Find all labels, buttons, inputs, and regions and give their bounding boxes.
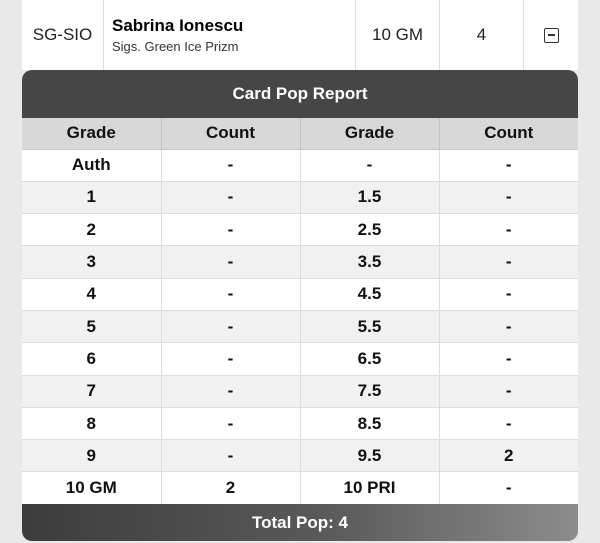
count-cell: -	[161, 246, 300, 278]
count-cell: -	[161, 278, 300, 310]
count-cell: -	[161, 310, 300, 342]
count-cell: -	[439, 407, 578, 439]
card-code-cell	[22, 0, 104, 70]
grade-cell: 6.5	[300, 343, 439, 375]
count-cell: -	[161, 343, 300, 375]
table-row	[22, 149, 578, 181]
grade-cell: 4.5	[300, 278, 439, 310]
count-cell: -	[439, 472, 578, 504]
count-cell: -	[161, 440, 300, 472]
count-cell: -	[161, 407, 300, 439]
count-cell: -	[439, 149, 578, 181]
pop-report-title: Card Pop Report	[22, 70, 578, 118]
column-header-count-2: Count	[439, 118, 578, 149]
count-cell: 2	[161, 472, 300, 504]
grade-cell: Auth	[22, 149, 161, 181]
grade-cell: 5.5	[300, 310, 439, 342]
column-header-grade-2: Grade	[300, 118, 439, 149]
count-cell: -	[161, 375, 300, 407]
card-quantity: 4	[476, 25, 487, 44]
grade-cell: 6	[22, 343, 161, 375]
grade-cell: 1.5	[300, 181, 439, 213]
column-header-grade: Grade	[22, 118, 161, 149]
table-row	[22, 407, 578, 439]
count-cell: -	[439, 343, 578, 375]
table-row	[22, 472, 578, 504]
table-header-row	[22, 118, 578, 149]
table-row	[22, 246, 578, 278]
grade-cell	[356, 0, 440, 70]
card-code: SG-SIO	[32, 25, 93, 44]
grade-cell: 1	[22, 181, 161, 213]
player-cell	[104, 0, 356, 70]
pop-report-table	[22, 118, 578, 505]
count-cell: -	[161, 181, 300, 213]
player-name: Sabrina Ionescu	[112, 16, 244, 35]
card-row	[22, 0, 578, 70]
table-row	[22, 214, 578, 246]
table-row	[22, 343, 578, 375]
count-cell: -	[439, 310, 578, 342]
collapse-cell	[524, 0, 578, 70]
grade-cell: 8	[22, 407, 161, 439]
total-pop-footer: Total Pop: 4	[22, 504, 578, 541]
quantity-cell	[440, 0, 524, 70]
grade-cell: 7.5	[300, 375, 439, 407]
card-set: Sigs. Green Ice Prizm	[112, 39, 239, 54]
grade-cell: 4	[22, 278, 161, 310]
grade-cell: 10 GM	[22, 472, 161, 504]
grade-cell: 9.5	[300, 440, 439, 472]
column-header-count: Count	[161, 118, 300, 149]
table-row	[22, 310, 578, 342]
count-cell: -	[439, 375, 578, 407]
count-cell: -	[439, 214, 578, 246]
grade-cell: 5	[22, 310, 161, 342]
grade-cell: 2.5	[300, 214, 439, 246]
grade-cell: 2	[22, 214, 161, 246]
table-row	[22, 278, 578, 310]
table-row	[22, 440, 578, 472]
grade-cell: 8.5	[300, 407, 439, 439]
pop-report-panel	[22, 70, 578, 541]
table-row	[22, 375, 578, 407]
count-cell: -	[439, 278, 578, 310]
count-cell: -	[439, 181, 578, 213]
table-row	[22, 181, 578, 213]
count-cell: -	[439, 246, 578, 278]
count-cell: -	[161, 149, 300, 181]
grade-cell: 7	[22, 375, 161, 407]
grade-cell: 3	[22, 246, 161, 278]
grade-cell: -	[300, 149, 439, 181]
count-cell: -	[161, 214, 300, 246]
grade-cell: 9	[22, 440, 161, 472]
grade-cell: 3.5	[300, 246, 439, 278]
grade-cell: 10 PRI	[300, 472, 439, 504]
card-grade: 10 GM	[371, 25, 424, 44]
count-cell: 2	[439, 440, 578, 472]
collapse-icon[interactable]	[544, 28, 559, 43]
